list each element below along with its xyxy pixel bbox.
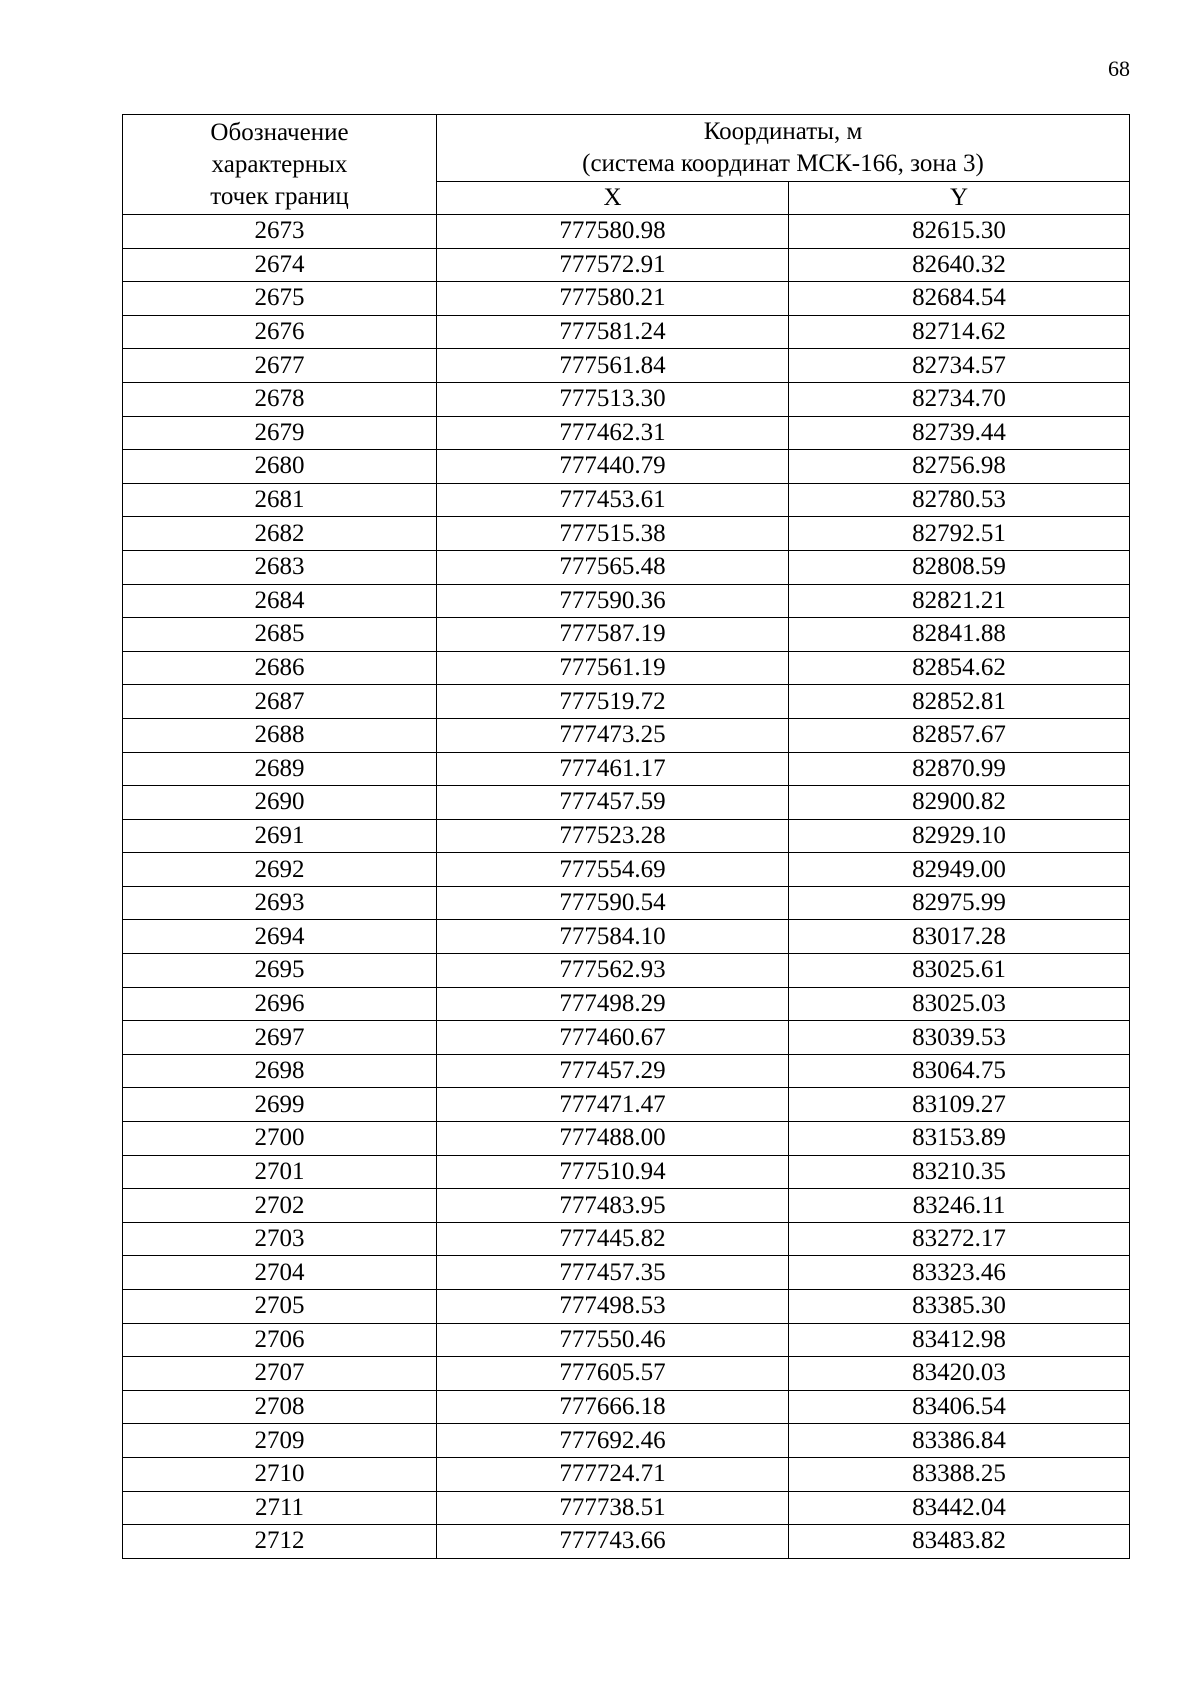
table-row — [123, 1189, 1130, 1223]
x-cell: 777692.46 — [437, 1424, 789, 1458]
point-cell: 2680 — [123, 450, 437, 484]
point-cell: 2684 — [123, 584, 437, 618]
table-row — [123, 819, 1130, 853]
x-cell: 777519.72 — [437, 685, 789, 719]
y-cell: 83412.98 — [789, 1323, 1130, 1357]
point-cell: 2707 — [123, 1357, 437, 1391]
x-cell: 777471.47 — [437, 1088, 789, 1122]
table-row — [123, 315, 1130, 349]
point-cell: 2683 — [123, 550, 437, 584]
x-cell: 777457.29 — [437, 1054, 789, 1088]
point-cell: 2685 — [123, 618, 437, 652]
x-cell: 777498.29 — [437, 987, 789, 1021]
y-cell: 82857.67 — [789, 718, 1130, 752]
y-cell: 83272.17 — [789, 1222, 1130, 1256]
x-cell: 777590.36 — [437, 584, 789, 618]
table-row — [123, 517, 1130, 551]
y-cell: 82734.70 — [789, 382, 1130, 416]
table-row — [123, 1222, 1130, 1256]
y-cell: 83442.04 — [789, 1491, 1130, 1525]
point-cell: 2695 — [123, 954, 437, 988]
coordinates-table — [122, 114, 1130, 1559]
table-row — [123, 416, 1130, 450]
point-cell: 2700 — [123, 1122, 437, 1156]
point-cell: 2674 — [123, 248, 437, 282]
y-cell: 82756.98 — [789, 450, 1130, 484]
table-row — [123, 550, 1130, 584]
point-cell: 2691 — [123, 819, 437, 853]
y-cell: 82615.30 — [789, 215, 1130, 249]
y-cell: 82900.82 — [789, 786, 1130, 820]
table-row — [123, 853, 1130, 887]
x-cell: 777523.28 — [437, 819, 789, 853]
y-cell: 83388.25 — [789, 1457, 1130, 1491]
point-cell: 2711 — [123, 1491, 437, 1525]
table-row — [123, 920, 1130, 954]
x-cell: 777510.94 — [437, 1155, 789, 1189]
point-cell: 2687 — [123, 685, 437, 719]
point-cell: 2699 — [123, 1088, 437, 1122]
x-cell: 777488.00 — [437, 1122, 789, 1156]
table-row — [123, 483, 1130, 517]
point-cell: 2702 — [123, 1189, 437, 1223]
table-row — [123, 450, 1130, 484]
point-cell: 2696 — [123, 987, 437, 1021]
header-x: X — [437, 182, 789, 215]
x-cell: 777724.71 — [437, 1457, 789, 1491]
x-cell: 777743.66 — [437, 1525, 789, 1559]
point-cell: 2708 — [123, 1390, 437, 1424]
y-cell: 83039.53 — [789, 1021, 1130, 1055]
point-cell: 2709 — [123, 1424, 437, 1458]
table-row — [123, 1256, 1130, 1290]
table-row — [123, 349, 1130, 383]
x-cell: 777515.38 — [437, 517, 789, 551]
y-cell: 82780.53 — [789, 483, 1130, 517]
y-cell: 83025.03 — [789, 987, 1130, 1021]
x-cell: 777483.95 — [437, 1189, 789, 1223]
point-cell: 2704 — [123, 1256, 437, 1290]
x-cell: 777460.67 — [437, 1021, 789, 1055]
x-cell: 777550.46 — [437, 1323, 789, 1357]
table-row — [123, 1357, 1130, 1391]
point-cell: 2698 — [123, 1054, 437, 1088]
header-coordinates — [437, 115, 1130, 182]
point-cell: 2677 — [123, 349, 437, 383]
header-coordinates-line-2: (система координат МСК-166, зона 3) — [582, 150, 984, 177]
point-cell: 2682 — [123, 517, 437, 551]
x-cell: 777562.93 — [437, 954, 789, 988]
table-row — [123, 1122, 1130, 1156]
point-cell: 2678 — [123, 382, 437, 416]
point-cell: 2703 — [123, 1222, 437, 1256]
point-cell: 2690 — [123, 786, 437, 820]
table-row — [123, 786, 1130, 820]
point-cell: 2686 — [123, 651, 437, 685]
table-row — [123, 382, 1130, 416]
point-cell: 2693 — [123, 886, 437, 920]
table-row — [123, 1390, 1130, 1424]
x-cell: 777561.19 — [437, 651, 789, 685]
y-cell: 82821.21 — [789, 584, 1130, 618]
table-row — [123, 718, 1130, 752]
table-body — [123, 215, 1130, 1559]
y-cell: 83483.82 — [789, 1525, 1130, 1559]
y-cell: 83017.28 — [789, 920, 1130, 954]
x-cell: 777584.10 — [437, 920, 789, 954]
y-cell: 83064.75 — [789, 1054, 1130, 1088]
y-cell: 83153.89 — [789, 1122, 1130, 1156]
x-cell: 777590.54 — [437, 886, 789, 920]
table-row — [123, 1088, 1130, 1122]
y-cell: 82739.44 — [789, 416, 1130, 450]
y-cell: 83420.03 — [789, 1357, 1130, 1391]
header-coordinates-line-1: Координаты, м — [703, 118, 863, 145]
y-cell: 82949.00 — [789, 853, 1130, 887]
point-cell: 2675 — [123, 282, 437, 316]
page-number: 68 — [1108, 56, 1130, 81]
y-cell: 82841.88 — [789, 618, 1130, 652]
y-cell: 83210.35 — [789, 1155, 1130, 1189]
table-row — [123, 1021, 1130, 1055]
table-row — [123, 954, 1130, 988]
header-point-line-3: точек границ — [210, 182, 349, 210]
x-cell: 777457.35 — [437, 1256, 789, 1290]
x-cell: 777587.19 — [437, 618, 789, 652]
x-cell: 777473.25 — [437, 718, 789, 752]
table-row — [123, 1491, 1130, 1525]
y-cell: 83323.46 — [789, 1256, 1130, 1290]
y-cell: 83386.84 — [789, 1424, 1130, 1458]
point-cell: 2681 — [123, 483, 437, 517]
table-row — [123, 618, 1130, 652]
x-cell: 777572.91 — [437, 248, 789, 282]
y-cell: 82929.10 — [789, 819, 1130, 853]
x-cell: 777738.51 — [437, 1491, 789, 1525]
table-row — [123, 1155, 1130, 1189]
x-cell: 777462.31 — [437, 416, 789, 450]
y-cell: 82852.81 — [789, 685, 1130, 719]
y-cell: 82808.59 — [789, 550, 1130, 584]
table-row — [123, 215, 1130, 249]
x-cell: 777453.61 — [437, 483, 789, 517]
table-header — [123, 115, 1130, 215]
point-cell: 2689 — [123, 752, 437, 786]
y-cell: 83025.61 — [789, 954, 1130, 988]
point-cell: 2673 — [123, 215, 437, 249]
y-cell: 82792.51 — [789, 517, 1130, 551]
header-y: Y — [789, 182, 1130, 215]
x-cell: 777461.17 — [437, 752, 789, 786]
x-cell: 777440.79 — [437, 450, 789, 484]
header-row — [123, 115, 1130, 182]
table-row — [123, 1525, 1130, 1559]
x-cell: 777666.18 — [437, 1390, 789, 1424]
point-cell: 2688 — [123, 718, 437, 752]
point-cell: 2705 — [123, 1290, 437, 1324]
point-cell: 2710 — [123, 1457, 437, 1491]
table-row — [123, 685, 1130, 719]
y-cell: 82854.62 — [789, 651, 1130, 685]
y-cell: 83246.11 — [789, 1189, 1130, 1223]
table-row — [123, 651, 1130, 685]
header-point-designation — [123, 115, 437, 215]
point-cell: 2701 — [123, 1155, 437, 1189]
y-cell: 82714.62 — [789, 315, 1130, 349]
point-cell: 2706 — [123, 1323, 437, 1357]
table-row — [123, 584, 1130, 618]
table-row — [123, 1290, 1130, 1324]
table-row — [123, 987, 1130, 1021]
y-cell: 82640.32 — [789, 248, 1130, 282]
x-cell: 777513.30 — [437, 382, 789, 416]
y-cell: 82734.57 — [789, 349, 1130, 383]
x-cell: 777554.69 — [437, 853, 789, 887]
table-row — [123, 1424, 1130, 1458]
point-cell: 2679 — [123, 416, 437, 450]
y-cell: 83406.54 — [789, 1390, 1130, 1424]
table-row — [123, 248, 1130, 282]
point-cell: 2697 — [123, 1021, 437, 1055]
x-cell: 777581.24 — [437, 315, 789, 349]
x-cell: 777498.53 — [437, 1290, 789, 1324]
point-cell: 2712 — [123, 1525, 437, 1559]
table-row — [123, 886, 1130, 920]
header-point-line-1: Обозначение — [210, 118, 349, 146]
table-row — [123, 752, 1130, 786]
y-cell: 82684.54 — [789, 282, 1130, 316]
x-cell: 777565.48 — [437, 550, 789, 584]
y-cell: 83385.30 — [789, 1290, 1130, 1324]
point-cell: 2692 — [123, 853, 437, 887]
table-row — [123, 1054, 1130, 1088]
point-cell: 2694 — [123, 920, 437, 954]
header-point-line-2: характерных — [211, 150, 348, 178]
x-cell: 777605.57 — [437, 1357, 789, 1391]
table-row — [123, 282, 1130, 316]
x-cell: 777457.59 — [437, 786, 789, 820]
x-cell: 777580.21 — [437, 282, 789, 316]
table-row — [123, 1323, 1130, 1357]
y-cell: 83109.27 — [789, 1088, 1130, 1122]
table-row — [123, 1457, 1130, 1491]
point-cell: 2676 — [123, 315, 437, 349]
x-cell: 777561.84 — [437, 349, 789, 383]
y-cell: 82870.99 — [789, 752, 1130, 786]
x-cell: 777580.98 — [437, 215, 789, 249]
x-cell: 777445.82 — [437, 1222, 789, 1256]
y-cell: 82975.99 — [789, 886, 1130, 920]
